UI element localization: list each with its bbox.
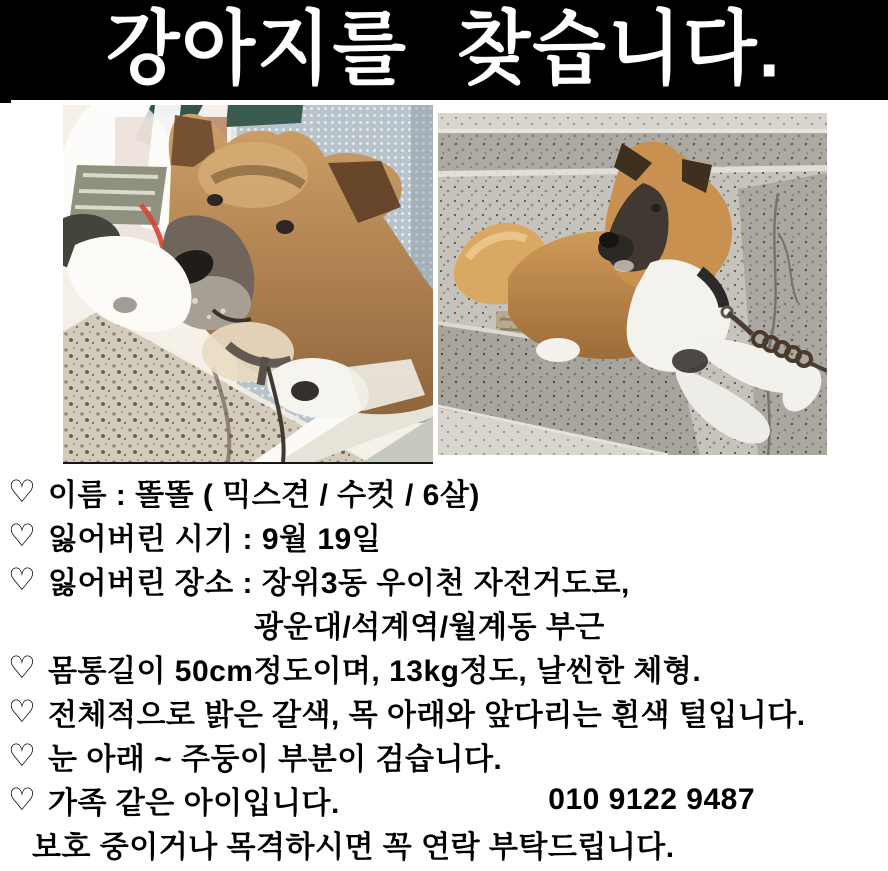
detail-line-face <box>0 734 888 778</box>
detail-line-contact-request <box>0 822 888 866</box>
dog-closeup-photo <box>63 105 433 464</box>
heart-bullet-icon: ♡ <box>8 782 37 817</box>
detail-line-lost-date <box>0 514 888 558</box>
heart-bullet-icon: ♡ <box>8 474 37 509</box>
detail-text: 전체적으로 밝은 갈색, 목 아래와 앞다리는 흰색 털입니다. <box>48 699 806 732</box>
dog-on-steps-photo <box>438 113 827 455</box>
right-eye <box>276 220 294 234</box>
detail-line-name <box>0 470 888 514</box>
detail-line-family <box>0 778 888 822</box>
dog-closeup-illustration <box>63 105 433 462</box>
tucked-paw <box>536 338 580 362</box>
poster-title: 강아지를 찾습니다. <box>106 4 782 95</box>
phone-number: 010 9122 9487 <box>548 783 755 816</box>
left-eye <box>207 194 223 206</box>
heart-bullet-icon: ♡ <box>8 518 37 553</box>
heart-bullet-icon: ♡ <box>8 738 37 773</box>
detail-text: 몸통길이 50cm정도이며, 13kg정도, 날씬한 체형. <box>48 655 702 688</box>
detail-line-color <box>0 690 888 734</box>
nose-icon <box>599 232 619 248</box>
detail-text: 보호 중이거나 목격하시면 꼭 연락 부탁드립니다. <box>32 831 675 864</box>
detail-text: 눈 아래 ~ 주둥이 부분이 검습니다. <box>48 743 503 776</box>
title-bar-corner-artifact <box>0 100 11 103</box>
heart-bullet-icon: ♡ <box>8 694 37 729</box>
detail-line-lost-place-cont <box>0 602 888 646</box>
detail-text: 광운대/석계역/월계동 부근 <box>254 611 605 644</box>
heart-bullet-icon: ♡ <box>8 650 37 685</box>
details-list <box>0 470 888 866</box>
eye <box>651 204 661 212</box>
detail-line-lost-place <box>0 558 888 602</box>
dog-on-steps-illustration <box>438 113 827 455</box>
poster-title-bar <box>0 0 888 100</box>
detail-text: 이름 : 똘똘 ( 믹스견 / 수컷 / 6살) <box>48 479 480 512</box>
detail-text: 잃어버린 시기 : 9월 19일 <box>48 523 382 556</box>
detail-text: 가족 같은 아이입니다. <box>48 787 340 820</box>
detail-line-size <box>0 646 888 690</box>
detail-text: 잃어버린 장소 : 장위3동 우이천 자전거도로, <box>48 567 630 600</box>
heart-bullet-icon: ♡ <box>8 562 37 597</box>
